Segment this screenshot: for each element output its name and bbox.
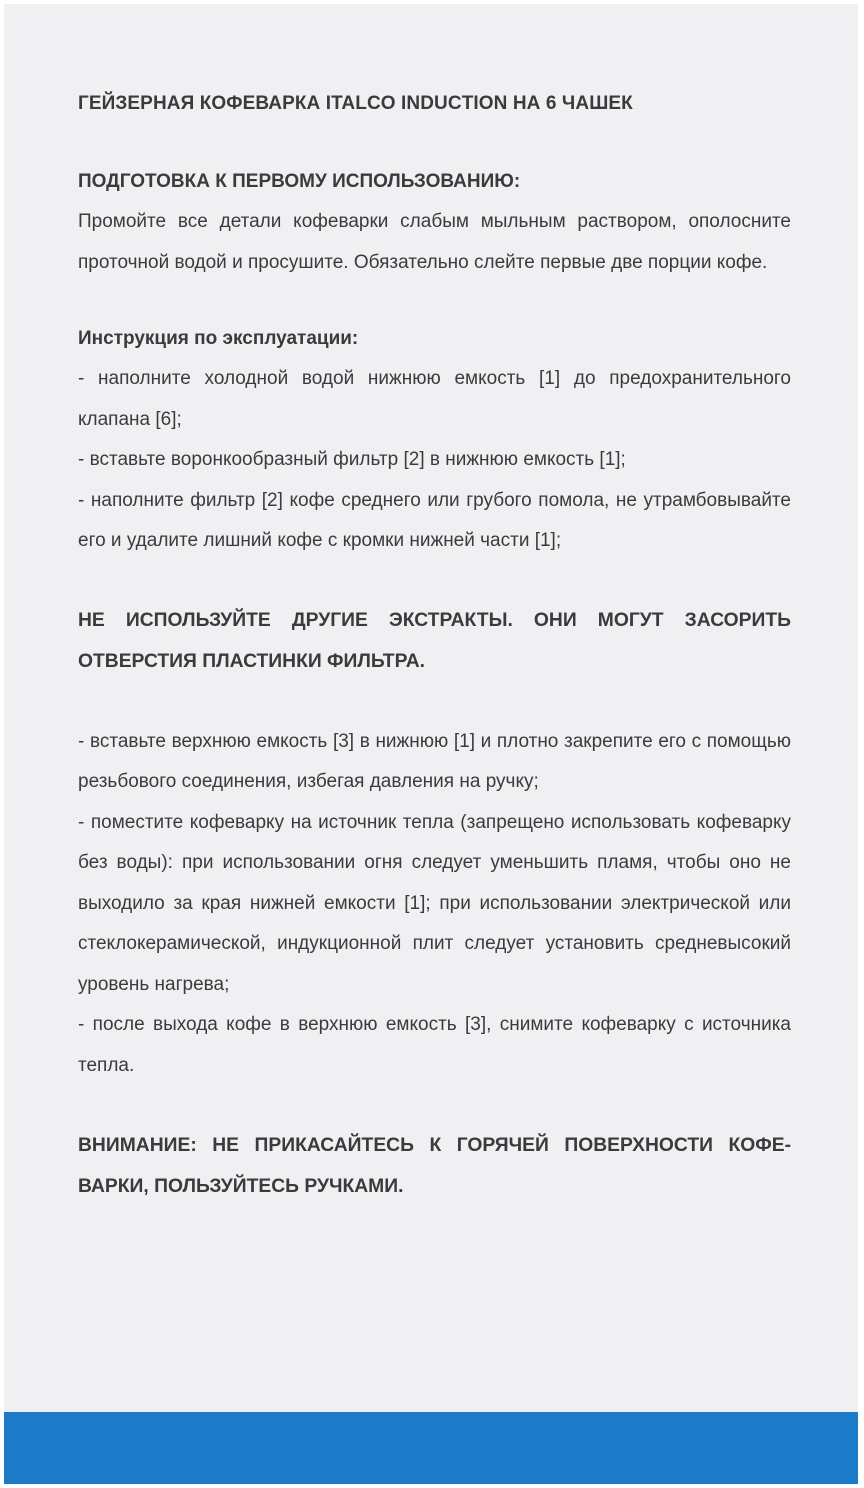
warning-hot-surface: ВНИМАНИЕ: НЕ ПРИКАСАЙТЕСЬ К ГОРЯЧЕЙ ПОВЕРХНОСТИ КОФЕВАРКИ, ПОЛЬЗУЙТЕСЬ РУЧКАМИ. [78,1135,791,1197]
instructions-heading: Инструкция по эксплуатации: [78,328,359,349]
instruction-item-fill-water: - наполните холодной водой нижнюю емкость [1] до предохранительного клапана [6]; [78,368,791,430]
instruction-card [4,4,858,1484]
instruction-item-remove: - после выхода кофе в верхнюю емкость [3], снимите кофеварку с источника тепла. [78,1014,791,1076]
prep-text: Промойте все детали кофеварки слабым мыльным раствором, ополосните проточной водой и просушите. Обязательно слейте первые две порции кофе. [78,211,791,273]
instruction-content [78,86,791,1207]
blue-footer-stripe [4,1412,858,1484]
instruction-item-heat: - поместите кофеварку на источник тепла (запрещено использовать кофеварку без воды): при использовании огня следует уменьшить пламя, чтобы оно не выходило за края нижней емкости [1]; при использовании электрической или стеклокерамической, индукционной плит следует установить средневысокий уровень нагрева; [78,811,791,995]
instruction-item-attach-top: - вставьте верхнюю емкость [3] в нижнюю [1] и плотно закрепите его с помощью резьбового соединения, избегая давления на ручку; [78,730,791,792]
warning-extracts: НЕ ИСПОЛЬЗУЙТЕ ДРУГИЕ ЭКСТРАКТЫ. ОНИ МОГУТ ЗАСОРИТЬ ОТВЕРСТИЯ ПЛАСТИНКИ ФИЛЬТРА. [78,609,791,672]
instruction-item-insert-filter: - вставьте воронкообразный фильтр [2] в нижнюю емкость [1]; [78,449,626,470]
document-title: ГЕЙЗЕРНАЯ КОФЕВАРКА ITALCO INDUCTION НА 6 ЧАШЕК [78,93,633,114]
instruction-item-fill-coffee: - наполните фильтр [2] кофе среднего или грубого помола, не утрамбовывайте его и удалите лишний кофе с кромки нижней части [1]; [78,489,791,551]
prep-heading: ПОДГОТОВКА К ПЕРВОМУ ИСПОЛЬЗОВАНИЮ: [78,171,521,192]
